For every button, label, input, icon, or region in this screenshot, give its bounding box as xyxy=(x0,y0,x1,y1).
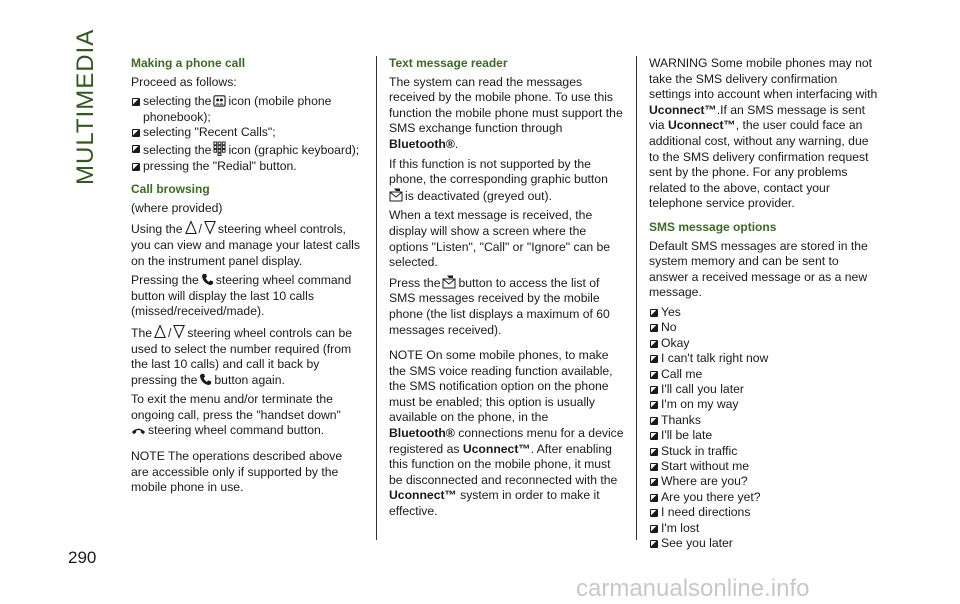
list-item: Okay xyxy=(649,336,881,351)
down-arrow-icon xyxy=(204,220,216,235)
making-call-heading: Making a phone call xyxy=(131,56,246,70)
contacts-icon xyxy=(213,94,226,107)
keypad-icon xyxy=(213,141,226,156)
column-divider xyxy=(636,56,637,540)
list-item: Start without me xyxy=(649,459,881,474)
warning-paragraph: WARNING Some mobile phones may not take the SMS delivery confirmation settings into account when interfacing with Uconnect™.If an SMS message is sent via Uconnect™, the user could face an additional cost, without any warning, due to the SMS delivery confirmation request sent by the phone. For any problems related to the above, contact your telephone service provider. xyxy=(649,56,878,211)
list-item: Where are you? xyxy=(649,474,881,489)
exit-paragraph: To exit the menu and/or terminate the ongoing call, press the "handset down" steering wheel command button. xyxy=(131,392,341,438)
pressing-paragraph: Pressing the steering wheel command button will display the last 10 calls (missed/received/made). xyxy=(131,273,352,319)
sms-note: NOTE On some mobile phones, to make the SMS voice reading function available, the SMS notification option on the phone must be enabled; this option is usually available on the phone, in the Bluetooth® connections menu for a device registered as Uconnect™. After enabling this function on the mobile phone, it must be disconnected and reconnected with the Uconnect™ system in order to make it effective. xyxy=(389,348,624,519)
list-item: Stuck in traffic xyxy=(649,444,881,459)
list-item: selecting the icon (graphic keyboard); xyxy=(131,141,363,159)
page-number: 290 xyxy=(68,548,97,567)
hang-up-icon xyxy=(131,426,146,436)
unsupported-paragraph: If this function is not supported by the phone, the corresponding graphic button is deactivated (greyed out). xyxy=(389,156,608,203)
list-item: I can't talk right now xyxy=(649,351,881,366)
list-item: Call me xyxy=(649,367,881,382)
column-3 xyxy=(649,56,881,555)
operations-note: NOTE The operations described above are accessible only if supported by the mobile phone in use. xyxy=(131,449,343,495)
list-item: I'm lost xyxy=(649,521,881,536)
list-item: I'm on my way xyxy=(649,397,881,412)
list-item: selecting the icon (mobile phone phonebook); xyxy=(131,94,363,125)
sms-options-intro: Default SMS messages are stored in the system memory and can be sent to answer a received message or as a new message. xyxy=(649,238,868,300)
list-item: No xyxy=(649,320,881,335)
list-item: I'll call you later xyxy=(649,382,881,397)
up-arrow-icon xyxy=(154,324,166,339)
reader-paragraph: The system can read the messages received by the mobile phone. To use this function the mobile phone must support the SMS exchange function through Bluetooth®. xyxy=(389,74,623,151)
list-item: Thanks xyxy=(649,413,881,428)
list-item: I'll be late xyxy=(649,428,881,443)
sms-icon xyxy=(442,275,456,289)
column-1 xyxy=(131,56,363,500)
list-item: See you later xyxy=(649,536,881,551)
where-provided: (where provided) xyxy=(131,200,223,215)
press-paragraph: Press the button to access the list of SMS messages received by the mobile phone (the list displays a maximum of 60 messages received). xyxy=(389,275,610,337)
browsing-paragraph: Using the / steering wheel controls, you can view and manage your latest calls on the instrument panel display. xyxy=(131,222,360,268)
select-paragraph: The / steering wheel controls can be used to select the number required (from the last 10 calls) and call it back by pressing the button again. xyxy=(131,325,353,387)
making-call-intro: Proceed as follows: xyxy=(131,74,237,89)
sms-options-list xyxy=(649,305,881,552)
up-arrow-icon xyxy=(185,220,197,235)
column-2 xyxy=(389,56,625,524)
call-browsing-heading: Call browsing xyxy=(131,182,210,197)
list-item: I need directions xyxy=(649,505,881,520)
phone-icon xyxy=(199,373,212,386)
making-call-steps xyxy=(131,94,363,174)
received-paragraph: When a text message is received, the display will show a screen where the options "Listen", "Call" or "Ignore" can be selected. xyxy=(389,208,611,270)
sms-options-heading: SMS message options xyxy=(649,219,777,234)
text-reader-heading: Text message reader xyxy=(389,56,508,70)
list-item: Are you there yet? xyxy=(649,490,881,505)
list-item: selecting "Recent Calls"; xyxy=(131,125,363,141)
section-title: MULTIMEDIA xyxy=(72,28,99,185)
phone-icon xyxy=(201,273,214,286)
down-arrow-icon xyxy=(173,324,185,339)
sms-icon xyxy=(389,188,403,202)
watermark: carmanualsonline.info xyxy=(576,575,810,602)
list-item: Yes xyxy=(649,305,881,320)
list-item: pressing the "Redial" button. xyxy=(131,159,363,175)
column-divider xyxy=(376,56,377,540)
